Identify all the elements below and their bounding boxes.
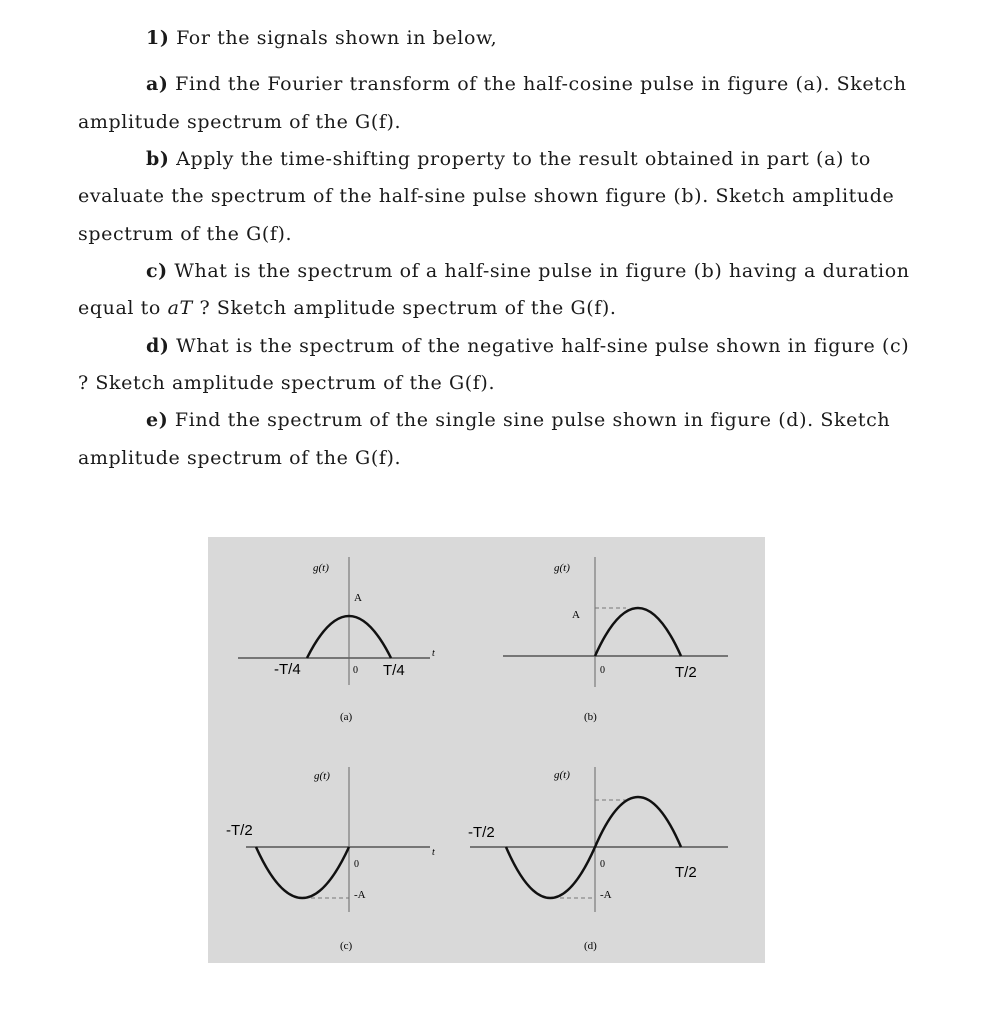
panel-c-yaxis-label: g(t) (314, 770, 330, 782)
part-c-label: c) (146, 260, 168, 282)
panel-c-zero: 0 (354, 859, 359, 870)
part-a-line1 (146, 73, 907, 95)
part-a-text-1: Find the Fourier transform of the half-cosine pulse in figure (a). Sketch (175, 73, 907, 95)
signals-figure (208, 537, 765, 963)
part-e-label: e) (146, 409, 169, 431)
panel-a-t-label: t (432, 648, 435, 659)
panel-d (468, 767, 728, 952)
part-b-text-1: Apply the time-shifting property to the result obtained in part (a) to (176, 148, 871, 170)
part-b-line1 (146, 148, 871, 170)
panel-c-amp-label: -A (354, 889, 366, 901)
part-e-text-1: Find the spectrum of the single sine pulse shown in figure (d). Sketch (174, 409, 891, 431)
panel-a (238, 557, 435, 723)
panel-a-pos-tick: T/4 (383, 662, 405, 679)
panel-b-amp-label: A (572, 609, 580, 621)
part-a-label: a) (146, 73, 169, 95)
panel-c-t-label: t (432, 847, 435, 858)
part-d-label: d) (146, 335, 170, 357)
panel-c (226, 767, 435, 952)
part-c-text-2-pre: equal to (78, 297, 168, 319)
panel-b-zero: 0 (600, 665, 605, 676)
question-intro (146, 27, 497, 49)
part-b-line2: evaluate the spectrum of the half-sine pulse shown figure (b). Sketch amplitude (78, 185, 895, 207)
panel-b-half-sine-curve (595, 608, 681, 656)
part-e-line2: amplitude spectrum of the G(f). (78, 447, 402, 469)
signals-figure-svg (208, 537, 765, 963)
panel-a-zero: 0 (353, 665, 358, 676)
part-e-line1 (146, 409, 890, 431)
part-d-line2: ? Sketch amplitude spectrum of the G(f). (78, 372, 496, 394)
part-c-text-1: What is the spectrum of a half-sine pulse in figure (b) having a duration (174, 260, 910, 282)
panel-c-neg-half-sine-curve (256, 847, 349, 898)
panel-c-caption: (c) (340, 940, 353, 952)
panel-a-caption: (a) (340, 711, 353, 723)
panel-d-neg-tick: -T/2 (468, 824, 495, 841)
panel-b-yaxis-label: g(t) (554, 562, 570, 574)
question-intro-text: For the signals shown in below, (176, 27, 498, 49)
panel-b-caption: (b) (584, 711, 597, 723)
panel-d-amp-label: -A (600, 889, 612, 901)
panel-d-zero: 0 (600, 859, 605, 870)
part-d-text-1: What is the spectrum of the negative half-sine pulse shown in figure (c) (176, 335, 910, 357)
panel-a-yaxis-label: g(t) (313, 562, 329, 574)
panel-b-pos-tick: T/2 (675, 664, 697, 681)
part-d-line1 (146, 335, 909, 357)
panel-b (503, 557, 728, 723)
panel-d-pos-tick: T/2 (675, 864, 697, 881)
question-number: 1) (146, 27, 170, 49)
part-a-line2: amplitude spectrum of the G(f). (78, 111, 402, 133)
panel-d-caption: (d) (584, 940, 597, 952)
panel-d-yaxis-label: g(t) (554, 769, 570, 781)
panel-a-amp-label: A (354, 592, 362, 604)
part-c-math-aT: aT (167, 297, 193, 319)
panel-a-neg-tick: -T/4 (274, 661, 301, 678)
panel-c-neg-tick: -T/2 (226, 822, 253, 839)
part-c-text-2-post: ? Sketch amplitude spectrum of the G(f). (192, 297, 617, 319)
part-c-line1 (146, 260, 910, 282)
part-b-label: b) (146, 148, 170, 170)
part-b-line3: spectrum of the G(f). (78, 223, 293, 245)
part-c-line2 (78, 297, 617, 319)
